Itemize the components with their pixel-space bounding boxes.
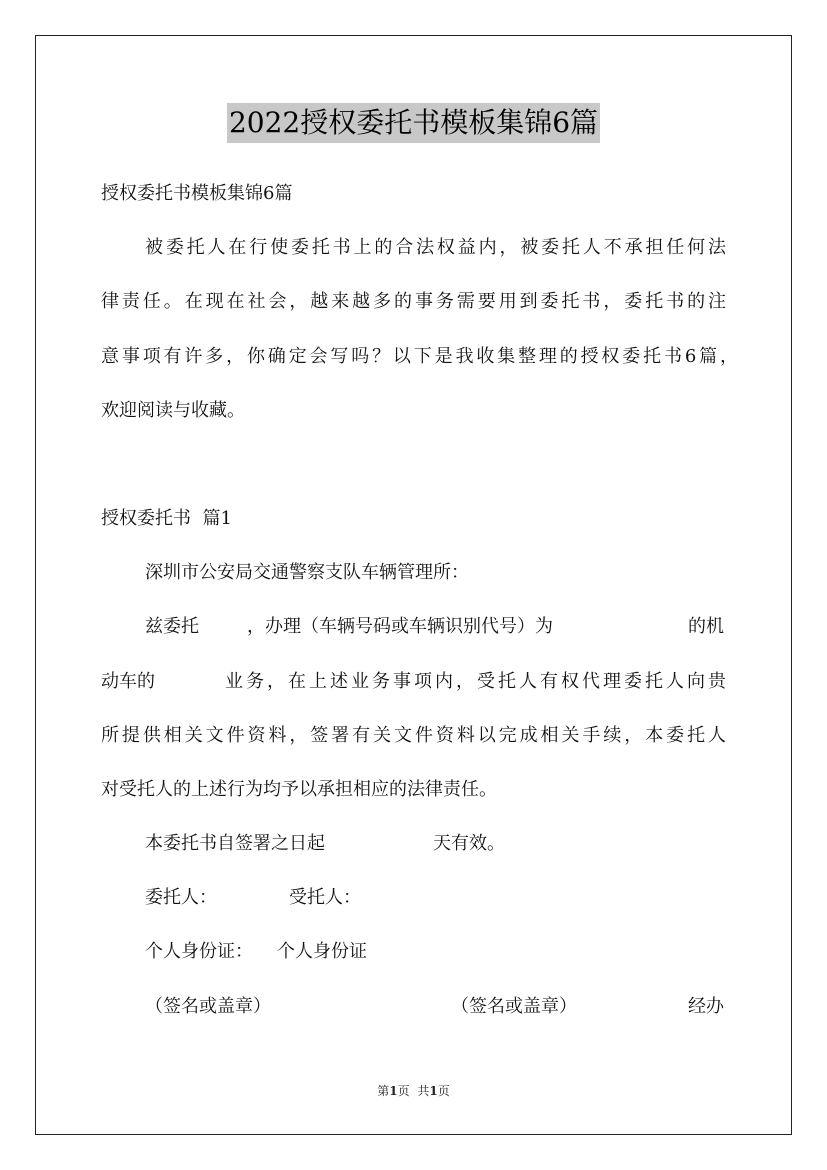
agent-id-label: 个人身份证 (277, 941, 367, 962)
total-suffix: 页 (437, 1084, 450, 1098)
principal-id-label: 个人身份证： (145, 941, 253, 962)
total-pages: 1 (429, 1084, 438, 1098)
body-line-4: 对受托人的上述行为均予以承担相应的法律责任。 (101, 779, 497, 800)
handler-label: 经办 (688, 996, 724, 1017)
body-line-1-b: ，办理（车辆号码或车辆识别代号）为 (247, 616, 553, 637)
body-line-3: 所提供相关文件资料，签署有关文件资料以完成相关手续，本委托人 (101, 725, 726, 746)
body-line-2-b: 业务，在上述业务事项内，受托人有权代理委托人向贵 (225, 671, 726, 692)
page-footer (0, 1083, 827, 1099)
section-heading: 授权委托书 篇1 (101, 508, 232, 529)
page-suffix: 页 (397, 1084, 410, 1098)
body-line-1-c: 的机 (688, 616, 724, 637)
total-prefix: 共 (417, 1084, 430, 1098)
intro-line-1: 被委托人在行使委托书上的合法权益内，被委托人不承担任何法 (145, 237, 726, 258)
document-subtitle: 授权委托书模板集锦6篇 (101, 183, 293, 204)
body-line-2-a: 动车的 (101, 671, 155, 692)
body-line-1-a: 兹委托 (145, 616, 199, 637)
intro-line-2: 律责任。在现在社会，越来越多的事务需要用到委托书，委托书的注 (101, 291, 726, 312)
page-number: 1 (389, 1084, 398, 1098)
intro-line-4: 欢迎阅读与收藏。 (101, 400, 245, 421)
document-title: 2022授权委托书模板集锦6篇 (227, 103, 600, 143)
agent-label: 受托人： (289, 887, 361, 908)
page-prefix: 第 (377, 1084, 390, 1098)
principal-signature-label: （签名或盖章） (145, 996, 271, 1017)
addressee: 深圳市公安局交通警察支队车辆管理所： (145, 562, 469, 583)
intro-line-3: 意事项有许多，你确定会写吗？以下是我收集整理的授权委托书6篇， (101, 346, 738, 367)
validity-text-a: 本委托书自签署之日起 (145, 833, 325, 854)
validity-text-b: 天有效。 (433, 833, 505, 854)
title-container (0, 103, 827, 143)
agent-signature-label: （签名或盖章） (451, 996, 577, 1017)
principal-label: 委托人： (145, 887, 217, 908)
